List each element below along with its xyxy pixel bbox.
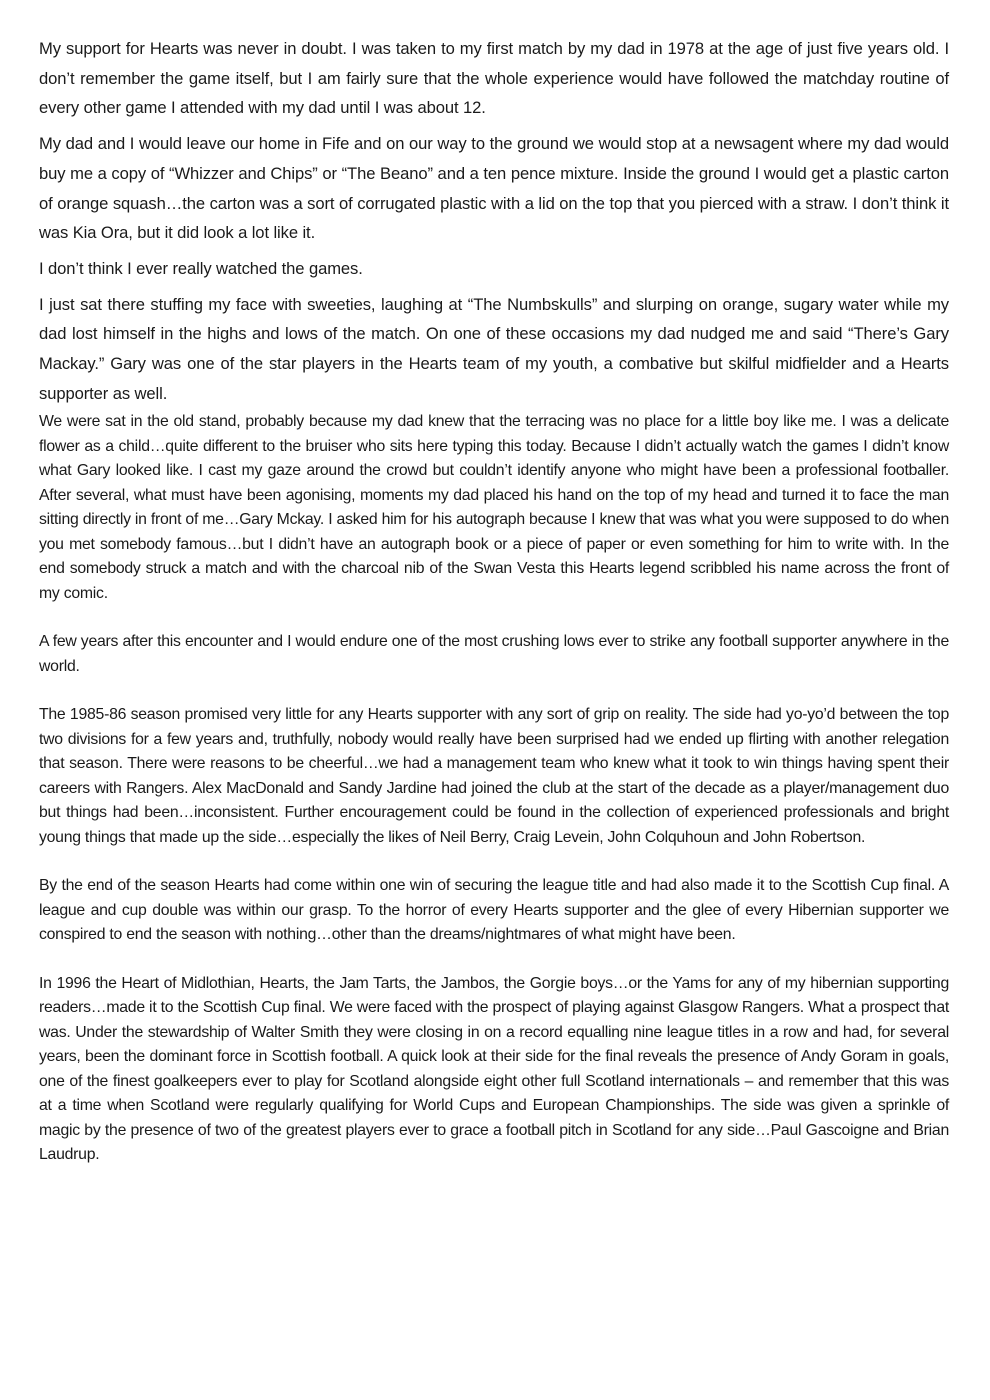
paragraph-1985-86-season: The 1985-86 season promised very little for any Hearts supporter with any sort of grip on reality. The side had yo-yo’d between the top two divisions for a few years and, truthfully, nobody would really have been surprised had we ended up flirting with another relegation that season. There were reasons to be cheerful…we had a management team who knew what it took to win things having spent their careers with Rangers. Alex MacDonald and Sandy Jardine had joined the club at the start of the decade as a player/management duo but things had been…inconsistent. Further encouragement could be found in the collection of experienced professionals and bright young things that made up the side…especially the likes of Neil Berry, Craig Levein, John Colquhoun and John Robertson.: [39, 706, 949, 846]
paragraph-old-stand: We were sat in the old stand, probably because my dad knew that the terracing was no place for a little boy like me. I was a delicate flower as a child…quite different to the bruiser who sits here typing this today. Because I didn’t actually watch the games I didn’t know what Gary looked like. I cast my gaze around the crowd but couldn’t identify anyone who might have been a professional footballer. After several, what must have been agonising, moments my dad placed his hand on the top of my head and turned it to face the man sitting directly in front of me…Gary Mckay. I asked him for his autograph because I knew that was what you were supposed to do when you met somebody famous…but I didn’t have an autograph book or a piece of paper or even something for him to write with. In the end somebody struck a match and with the charcoal nib of the Swan Vesta this Hearts legend scribbled his name across the front of my comic.: [39, 413, 949, 602]
paragraph-never-watched: I don’t think I ever really watched the games.: [39, 258, 363, 278]
paragraph-gary-mackay: I just sat there stuffing my face with sweeties, laughing at “The Numbskulls” and slurping on orange, sugary water while my dad lost himself in the highs and lows of the match. On one of these occasions my dad nudged me and said “There’s Gary Mackay.” Gary was one of the star players in the Hearts team of my youth, a combative but skilful midfielder and a Hearts supporter as well.: [39, 294, 949, 403]
paragraph-crushing-lows: A few years after this encounter and I would endure one of the most crushing lows ever to strike any football supporter anywhere in the world.: [39, 633, 949, 675]
document-body: [39, 34, 949, 1192]
paragraph-first-match: My support for Hearts was never in doubt. I was taken to my first match by my dad in 1978 at the age of just five years old. I don’t remember the game itself, but I am fairly sure that the whole experience would have followed the matchday routine of every other game I attended with my dad until I was about 12.: [39, 39, 949, 118]
paragraph-end-of-season: By the end of the season Hearts had come within one win of securing the league title and had also made it to the Scottish Cup final. A league and cup double was within our grasp. To the horror of every Hearts supporter and the glee of every Hibernian supporter we conspired to end the season with nothing…other than the dreams/nightmares of what might have been.: [39, 877, 949, 944]
paragraph-matchday-routine: My dad and I would leave our home in Fife and on our way to the ground we would stop at a newsagent where my dad would buy me a copy of “Whizzer and Chips” or “The Beano” and a ten pence mixture. Inside the ground I would get a plastic carton of orange squash…the carton was a sort of corrugated plastic with a lid on the top that you pierced with a straw. I don’t think it was Kia Ora, but it did look a lot like it.: [39, 134, 949, 243]
paragraph-1996-cup-final: In 1996 the Heart of Midlothian, Hearts, the Jam Tarts, the Jambos, the Gorgie boys…or the Yams for any of my hibernian supporting readers…made it to the Scottish Cup final. We were faced with the prospect of playing against Glasgow Rangers. What a prospect that was. Under the stewardship of Walter Smith they were closing in on a record equalling nine league titles in a row and had, for several years, been the dominant force in Scottish football. A quick look at their side for the final reveals the presence of Andy Goram in goals, one of the finest goalkeepers ever to play for Scotland alongside eight other full Scotland internationals – and remember that this was at a time when Scotland were regularly qualifying for World Cups and European Championships. The side was given a sprinkle of magic by the presence of two of the greatest players ever to grace a football pitch in Scotland for any side…Paul Gascoigne and Brian Laudrup.: [39, 974, 949, 1164]
